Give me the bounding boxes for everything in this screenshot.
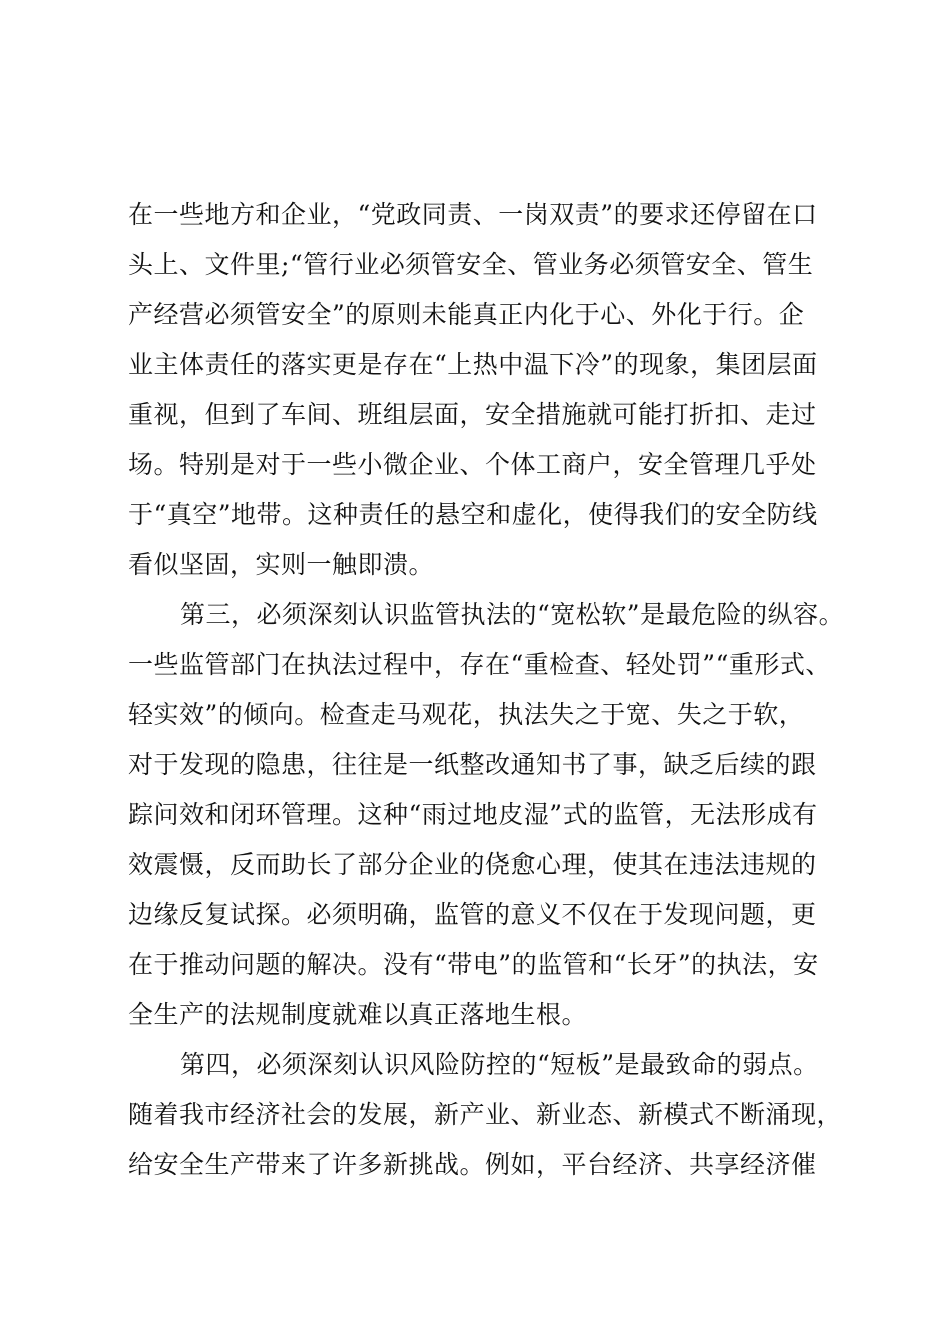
text-line: 对于发现的隐患，往往是一纸整改通知书了事，缺乏后续的跟 [128, 750, 817, 779]
text-line: 场。特别是对于一些小微企业、个体工商户，安全管理几乎处 [128, 450, 817, 479]
text-line: 踪问效和闭环管理。这种“雨过地皮湿”式的监管，无法形成有 [128, 800, 818, 829]
paragraph-heading-line: 第三，必须深刻认识监管执法的“宽松软”是最危险的纵容。 [180, 600, 845, 629]
text-line: 轻实效”的倾向。检查走马观花，执法失之于宽、失之于软， [128, 700, 805, 729]
text-line: 效震慑，反而助长了部分企业的侥愈心理，使其在违法违规的 [128, 850, 817, 879]
paragraph-heading-line: 第四，必须深刻认识风险防控的“短板”是最致命的弱点。 [180, 1050, 819, 1079]
text-line: 头上、文件里;“管行业必须管安全、管业务必须管安全、管生 [128, 250, 814, 279]
text-line: 重视，但到了车间、班组层面，安全措施就可能打折扣、走过 [128, 400, 817, 429]
text-line: 在一些地方和企业，“党政同责、一岗双责”的要求还停留在口 [128, 200, 818, 229]
text-line: 给安全生产带来了许多新挑战。例如，平台经济、共享经济催 [128, 1150, 817, 1179]
text-line: 全生产的法规制度就难以真正落地生根。 [128, 1000, 588, 1029]
text-line: 随着我市经济社会的发展，新产业、新业态、新模式不断涌现， [128, 1100, 843, 1129]
text-line: 一些监管部门在执法过程中，存在“重检查、轻处罚”“重形式、 [128, 650, 831, 679]
text-line: 在于推动问题的解决。没有“带电”的监管和“长牙”的执法，安 [128, 950, 819, 979]
text-line: 业主体责任的落实更是存在“上热中温下冷”的现象，集团层面 [128, 350, 818, 379]
text-line: 于“真空”地带。这种责任的悬空和虚化，使得我们的安全防线 [128, 500, 818, 529]
text-line: 看似坚固，实则一触即溃。 [128, 550, 435, 579]
text-line: 边缘反复试探。必须明确，监管的意义不仅在于发现问题，更 [128, 900, 817, 929]
text-line: 产经营必须管安全”的原则未能真正内化于心、外化于行。企 [128, 300, 805, 329]
document-body [128, 190, 848, 1190]
